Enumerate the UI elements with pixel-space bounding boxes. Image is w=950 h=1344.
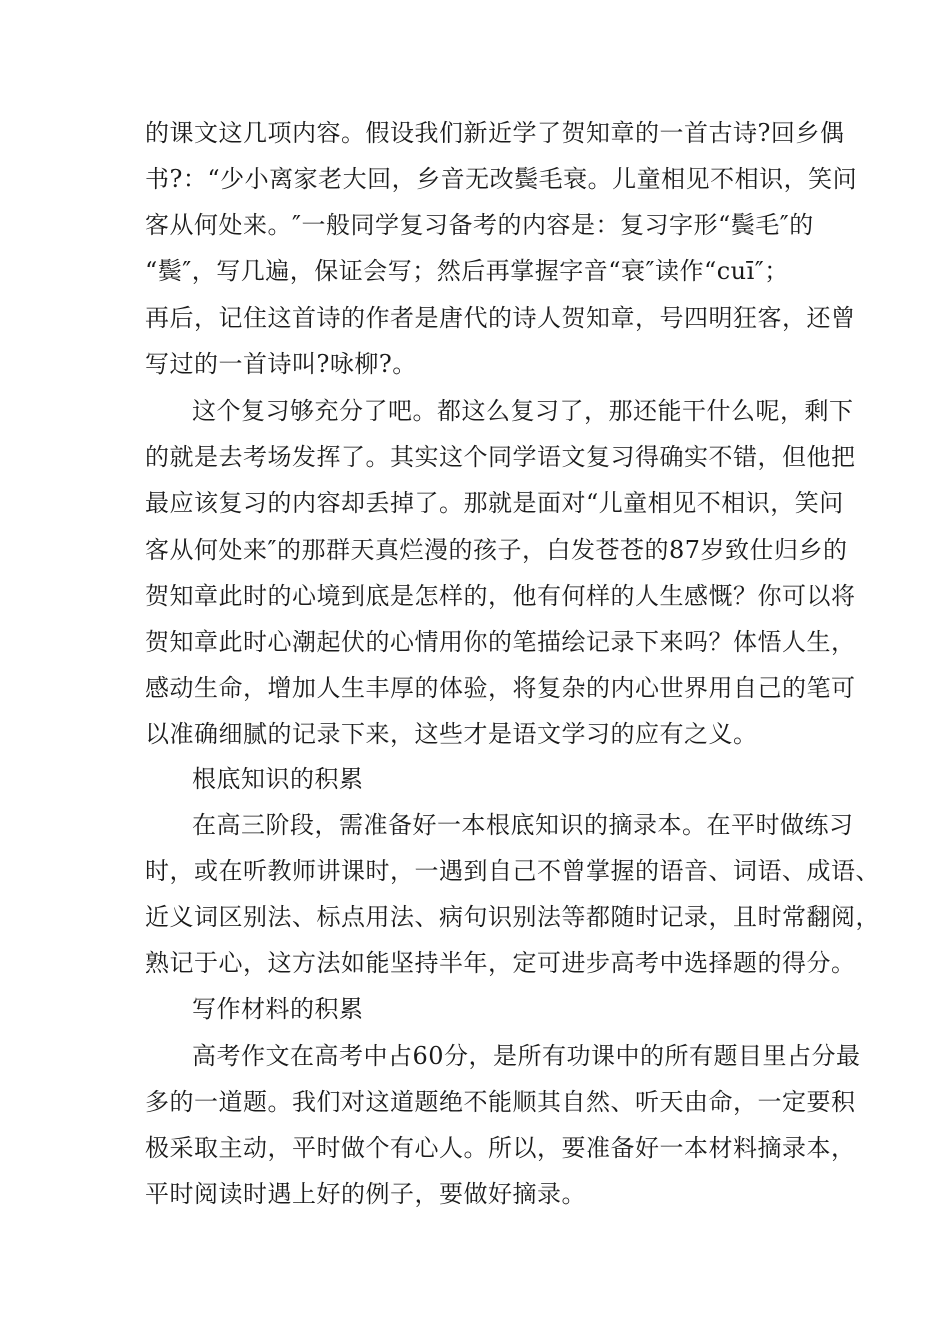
text-line: 近义词区别法、标点用法、病句识别法等都随时记录，且时常翻阅， — [145, 903, 880, 931]
text-line: 书?：“少小离家老大回，乡音无改鬓毛衰。儿童相见不相识，笑问 — [145, 165, 858, 193]
text-line: 多的一道题。我们对这道题绝不能顺其自然、听天由命，一定要积 — [145, 1088, 856, 1116]
text-line: 再后，记住这首诗的作者是唐代的诗人贺知章，号四明狂客，还曾 — [145, 304, 856, 332]
text-line: 高考作文在高考中占60分，是所有功课中的所有题目里占分最 — [192, 1042, 861, 1070]
text-line: 时，或在听教师讲课时，一遇到自己不曾掌握的语音、词语、成语、 — [145, 857, 880, 885]
text-line: 客从何处来″的那群天真烂漫的孩子，白发苍苍的87岁致仕归乡的 — [145, 536, 848, 564]
text-line: 熟记于心，这方法如能坚持半年，定可进步高考中选择题的得分。 — [145, 949, 856, 977]
text-line: 以准确细腻的记录下来，这些才是语文学习的应有之义。 — [145, 720, 758, 748]
text-line: 贺知章此时的心境到底是怎样的，他有何样的人生感慨？你可以将 — [145, 582, 856, 610]
text-line: 这个复习够充分了吧。都这么复习了，那还能干什么呢，剩下 — [192, 397, 854, 425]
section-heading: 写作材料的积累 — [192, 995, 364, 1023]
text-line: 极采取主动，平时做个有心人。所以，要准备好一本材料摘录本， — [145, 1134, 856, 1162]
text-line: 平时阅读时遇上好的例子，要做好摘录。 — [145, 1180, 586, 1208]
text-line: 的课文这几项内容。假设我们新近学了贺知章的一首古诗?回乡偶 — [145, 119, 845, 147]
text-line: 感动生命，增加人生丰厚的体验，将复杂的内心世界用自己的笔可 — [145, 674, 856, 702]
text-line: 贺知章此时心潮起伏的心情用你的笔描绘记录下来吗？体悟人生， — [145, 628, 856, 656]
text-line: 的就是去考场发挥了。其实这个同学语文复习得确实不错，但他把 — [145, 443, 856, 471]
text-line: 最应该复习的内容却丢掉了。那就是面对“儿童相见不相识，笑问 — [145, 489, 844, 517]
text-line: 写过的一首诗叫?咏柳?。 — [145, 350, 417, 378]
section-heading: 根底知识的积累 — [192, 765, 364, 793]
text-line: “鬓″，写几遍，保证会写；然后再掌握字音“衰″读作“cuī″； — [145, 257, 789, 285]
text-line: 客从何处来。″一般同学复习备考的内容是：复习字形“鬓毛″的 — [145, 211, 814, 239]
text-line: 在高三阶段，需准备好一本根底知识的摘录本。在平时做练习 — [192, 811, 854, 839]
